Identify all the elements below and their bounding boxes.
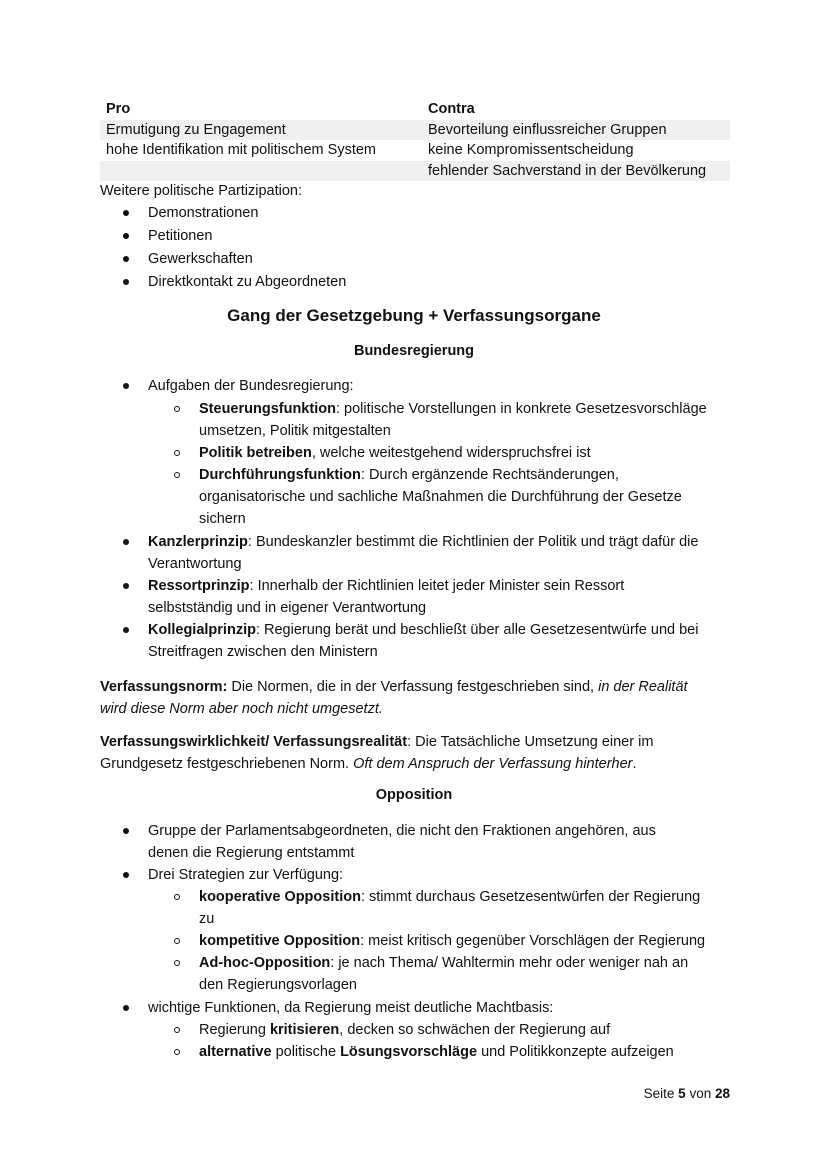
term: Politik betreiben xyxy=(199,445,312,461)
term: kooperative Opposition xyxy=(199,889,361,905)
term: alternative xyxy=(199,1044,272,1060)
list-item xyxy=(199,398,707,420)
bullet-icon xyxy=(123,1005,129,1011)
paragraph-continuation xyxy=(100,753,637,775)
pro-contra-table xyxy=(100,99,730,181)
list-item-continuation: zu xyxy=(199,911,215,927)
section-title: Gang der Gesetzgebung + Verfassungsorgane xyxy=(227,306,601,325)
current-page: 5 xyxy=(678,1086,686,1101)
text: : meist kritisch gegenüber Vorschlägen der Regierung xyxy=(360,933,706,949)
list-item-continuation: Verantwortung xyxy=(148,556,242,572)
bullet-icon xyxy=(123,539,129,545)
list-item xyxy=(199,930,705,952)
text: Die Normen, die in der Verfassung festgeschrieben sind, xyxy=(227,679,599,695)
circle-bullet-icon xyxy=(174,1027,180,1033)
term: Verfassungswirklichkeit/ Verfassungsrealität xyxy=(100,734,408,750)
text: : Regierung berät und beschließt über alle Gesetzesentwürfe und bei xyxy=(255,622,699,638)
footer-text: von xyxy=(685,1086,715,1101)
italic-text: Oft dem Anspruch der Verfassung hinterher xyxy=(353,756,633,772)
table-cell-pro: Ermutigung zu Engagement xyxy=(106,121,286,138)
table-row xyxy=(100,161,730,182)
italic-text: wird diese Norm aber noch nicht umgesetzt. xyxy=(100,701,383,717)
text: : stimmt durchaus Gesetzesentwürfen der Regierung xyxy=(360,889,701,905)
list-item: Gewerkschaften xyxy=(148,251,253,267)
text: . xyxy=(632,756,637,772)
term: Durchführungsfunktion xyxy=(199,467,361,483)
text: Grundgesetz festgeschriebenen Norm. xyxy=(100,756,354,772)
list-item xyxy=(148,531,698,553)
term: Steuerungsfunktion xyxy=(199,401,336,417)
circle-bullet-icon xyxy=(174,960,180,966)
text: : Die Tatsächliche Umsetzung einer im xyxy=(407,734,654,750)
text: : Durch ergänzende Rechtsänderungen, xyxy=(360,467,619,483)
circle-bullet-icon xyxy=(174,894,180,900)
page-number-footer xyxy=(644,1086,730,1101)
circle-bullet-icon xyxy=(174,938,180,944)
list-item xyxy=(199,1019,610,1041)
circle-bullet-icon xyxy=(174,450,180,456)
bullet-icon xyxy=(123,828,129,834)
subsection-title-bundesregierung: Bundesregierung xyxy=(353,343,475,359)
list-item: Drei Strategien zur Verfügung: xyxy=(148,867,344,883)
table-cell-pro xyxy=(100,161,426,182)
text: : Bundeskanzler bestimmt die Richtlinien der Politik und trägt dafür die xyxy=(247,534,699,550)
text: politische xyxy=(271,1044,341,1060)
list-item-continuation: denen die Regierung entstammt xyxy=(148,845,355,861)
total-pages: 28 xyxy=(714,1086,730,1101)
text: , decken so schwächen der Regierung auf xyxy=(339,1022,611,1038)
table-row xyxy=(100,120,730,141)
table-header-row xyxy=(100,99,730,120)
list-item-continuation: umsetzen, Politik mitgestalten xyxy=(199,423,391,439)
bullet-icon xyxy=(123,233,129,239)
text: und Politikkonzepte aufzeigen xyxy=(477,1044,674,1060)
bullet-icon xyxy=(123,583,129,589)
table-cell-contra: keine Kompromissentscheidung xyxy=(428,142,634,158)
paragraph-continuation xyxy=(100,698,383,720)
italic-text: in der Realität xyxy=(598,679,688,695)
list-item-continuation: Streitfragen zwischen den Ministern xyxy=(148,644,378,660)
table-header-pro: Pro xyxy=(106,101,131,117)
circle-bullet-icon xyxy=(174,406,180,412)
table-cell-pro: hohe Identifikation mit politischem System xyxy=(106,142,376,158)
bullet-icon xyxy=(123,210,129,216)
footer-text: Seite xyxy=(643,1086,679,1101)
bullet-icon xyxy=(123,279,129,285)
list-item: Petitionen xyxy=(148,228,213,244)
term: kritisieren xyxy=(269,1022,340,1038)
table-cell-contra: Bevorteilung einflussreicher Gruppen xyxy=(428,121,667,138)
list-item-continuation: den Regierungsvorlagen xyxy=(199,977,357,993)
list-item: wichtige Funktionen, da Regierung meist deutliche Machtbasis: xyxy=(148,1000,554,1016)
circle-bullet-icon xyxy=(174,472,180,478)
list-item xyxy=(148,619,698,641)
paragraph-verfassungswirklichkeit xyxy=(100,731,653,753)
circle-bullet-icon xyxy=(174,1049,180,1055)
list-item xyxy=(199,952,688,974)
list-item xyxy=(199,886,700,908)
list-item xyxy=(199,442,591,464)
text: , welche weitestgehend widerspruchsfrei ist xyxy=(311,445,591,461)
list-item: Direktkontakt zu Abgeordneten xyxy=(148,274,347,290)
bullet-icon xyxy=(123,627,129,633)
list-item xyxy=(148,575,624,597)
list-item-continuation: sichern xyxy=(199,511,246,527)
text: : Innerhalb der Richtlinien leitet jeder Minister sein Ressort xyxy=(249,578,625,594)
term: Lösungsvorschläge xyxy=(340,1044,478,1060)
list-item: Demonstrationen xyxy=(148,205,259,221)
bullet-icon xyxy=(123,872,129,878)
bullet-icon xyxy=(123,256,129,262)
list-item-continuation: organisatorische und sachliche Maßnahmen die Durchführung der Gesetze xyxy=(199,489,682,505)
list-item xyxy=(199,1041,674,1063)
term: Ad-hoc-Opposition xyxy=(199,955,331,971)
list-item: Gruppe der Parlamentsabgeordneten, die nicht den Fraktionen angehören, aus xyxy=(148,823,656,839)
term: kompetitive Opposition xyxy=(199,933,361,949)
paragraph-verfassungsnorm xyxy=(100,676,688,698)
table-row xyxy=(100,140,730,161)
text: Regierung xyxy=(199,1022,270,1038)
bullet-icon xyxy=(123,383,129,389)
participation-intro: Weitere politische Partizipation: xyxy=(100,183,303,199)
text: : politische Vorstellungen in konkrete Gesetzesvorschläge xyxy=(335,401,707,417)
text: : je nach Thema/ Wahltermin mehr oder weniger nah an xyxy=(330,955,689,971)
table-header-contra: Contra xyxy=(428,101,475,117)
aufgaben-label: Aufgaben der Bundesregierung: xyxy=(148,378,354,394)
list-item-continuation: selbstständig und in eigener Verantwortung xyxy=(148,600,427,616)
term: Kanzlerprinzip xyxy=(148,534,248,550)
list-item xyxy=(199,464,619,486)
term: Kollegialprinzip xyxy=(148,622,256,638)
term: Verfassungsnorm: xyxy=(100,679,228,695)
term: Ressortprinzip xyxy=(148,578,250,594)
subsection-title-opposition: Opposition xyxy=(375,787,453,803)
table-cell-contra: fehlender Sachverstand in der Bevölkerung xyxy=(428,162,707,179)
